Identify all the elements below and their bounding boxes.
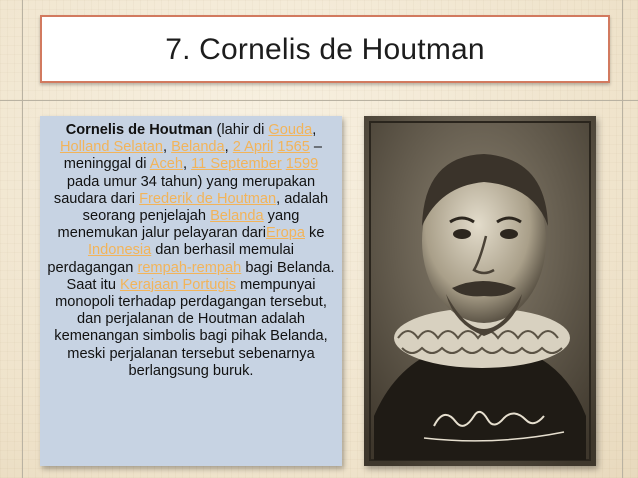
bio-text: (lahir di [212, 122, 269, 138]
bio-link[interactable]: rempah-rempah [137, 259, 242, 276]
bio-text: ke [304, 225, 325, 242]
frame-line-left [22, 0, 23, 478]
bio-link[interactable]: Aceh [149, 156, 184, 173]
bio-link[interactable]: Frederik de Houtman [139, 190, 277, 207]
frame-line-top [0, 100, 638, 101]
portrait-image [364, 116, 596, 466]
title-box [40, 15, 610, 83]
frame-line-right [622, 0, 623, 478]
portrait-engraving-icon [364, 116, 596, 466]
bio-name-bold: Cornelis de Houtman [65, 122, 213, 138]
bio-link[interactable]: 11 September [191, 156, 282, 173]
bio-text: , [163, 139, 172, 156]
bio-link[interactable]: 1565 [277, 139, 310, 156]
bio-link[interactable]: Belanda [210, 208, 264, 225]
bio-text: , adalah seorang penjelajah [82, 190, 329, 225]
bio-link[interactable]: Indonesia [87, 242, 152, 259]
bio-text: mempunyai monopoli terhadap perdagangan tersebut, dan perjalanan de Houtman adalah kemenangan simbolis bagi pihak Belanda, meski perjalanan tersebut sebenarnya berlangsung buruk. [54, 276, 328, 379]
bio-text: pada umur 34 tahun) yang merupakan saudara dari [53, 173, 316, 207]
bio-text: bagi Belanda. Saat itu [66, 259, 335, 293]
bio-text: yang menemukan jalur pelayaran dari [57, 208, 300, 242]
bio-link[interactable]: Gouda [268, 122, 313, 138]
biography-text [46, 122, 336, 380]
bio-link[interactable]: Holland Selatan [59, 139, 163, 156]
bio-link[interactable]: 1599 [285, 156, 319, 173]
bio-text: – meninggal di [63, 139, 323, 173]
bio-text: , [312, 122, 317, 138]
biography-panel [40, 116, 342, 466]
slide-title: 7. Cornelis de Houtman [165, 33, 485, 66]
bio-text: , [224, 139, 233, 156]
bio-link[interactable]: 2 April [232, 139, 274, 156]
bio-link[interactable]: Kerajaan Portugis [120, 276, 237, 293]
bio-text: dan berhasil memulai perdagangan [47, 242, 295, 276]
bio-link[interactable]: Belanda [171, 139, 225, 156]
bio-text: , [183, 156, 192, 173]
bio-link[interactable]: Eropa [266, 225, 305, 242]
